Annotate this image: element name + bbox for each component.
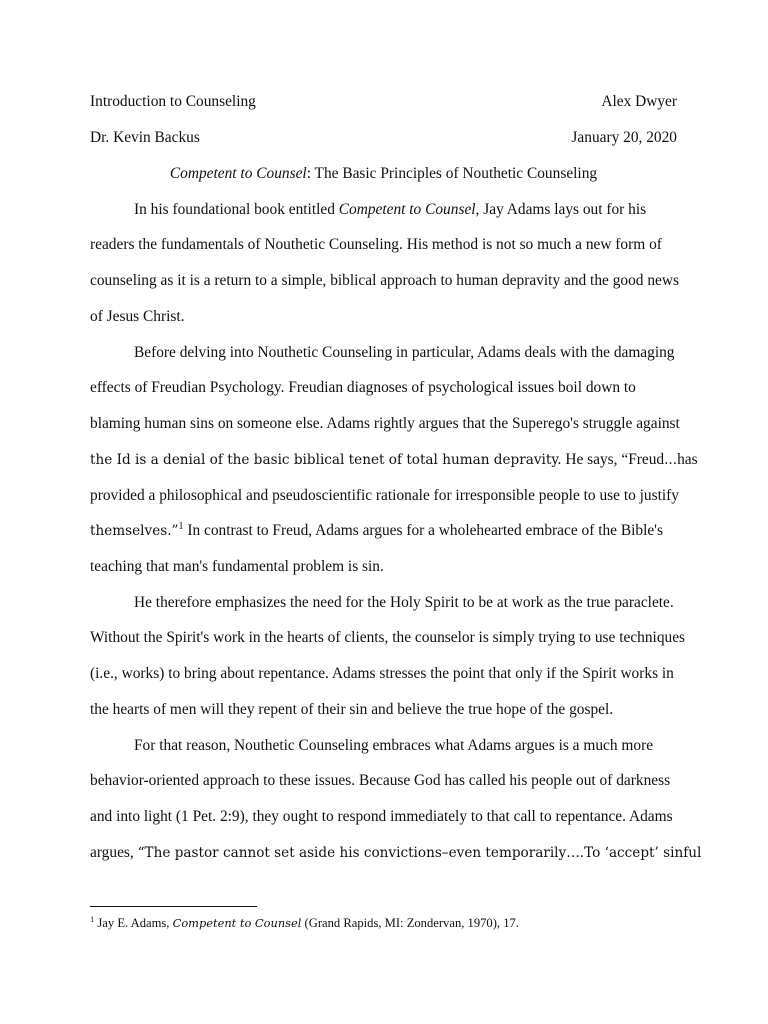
paragraph-2-line-6 [90, 522, 663, 540]
paragraph-2-line-1: Before delving into Nouthetic Counseling in particular, Adams deals with the damaging [134, 344, 675, 361]
text-span: Jay E. Adams, [94, 916, 173, 930]
paper-date: January 20, 2020 [571, 129, 677, 146]
paragraph-1-line-2: readers the fundamentals of Nouthetic Counseling. His method is not so much a new form of [90, 236, 662, 253]
paragraph-4-line-1: For that reason, Nouthetic Counseling embraces what Adams argues is a much more [134, 737, 654, 754]
text-span: , Jay Adams lays out for his [475, 201, 647, 218]
header-row-1 [90, 93, 677, 111]
footnote-separator [90, 906, 257, 907]
paragraph-3-line-3: (i.e., works) to bring about repentance. Adams stresses the point that only if the Spirit works in [90, 665, 674, 682]
footnote-book-title: Competent to Counsel [172, 916, 302, 930]
paragraph-1-line-4: of Jesus Christ. [90, 308, 185, 325]
book-title: Competent to Counsel [338, 201, 476, 218]
text-span: argues, [90, 844, 138, 861]
text-span: themselves.” [90, 523, 179, 539]
footnote [90, 916, 519, 931]
paragraph-4-line-3: and into light (1 Pet. 2:9), they ought to respond immediately to that call to repentance. Adams [90, 808, 673, 825]
ellipsis: ... [664, 452, 678, 468]
text-span: In his foundational book entitled [134, 201, 339, 218]
paragraph-4-line-2: behavior-oriented approach to these issues. Because God has called his people out of darkness [90, 772, 671, 789]
paragraph-2-line-2: effects of Freudian Psychology. Freudian diagnoses of psychological issues boil down to [90, 379, 636, 396]
text-span: (Grand Rapids, MI: Zondervan, 1970), 17. [301, 916, 519, 930]
paragraph-3-line-1: He therefore emphasizes the need for the Holy Spirit to be at work as the true paraclete. [134, 594, 674, 611]
text-span: In contrast to Freud, Adams argues for a wholehearted embrace of the Bible's [183, 522, 663, 539]
paragraph-1-line-1 [134, 201, 646, 219]
quoted-text: “The pastor cannot set aside his convictions–even temporarily….To ‘accept’ sinful [137, 845, 702, 861]
paragraph-2-line-3: blaming human sins on someone else. Adams rightly argues that the Superego's struggle against [90, 415, 680, 432]
paragraph-2-line-4 [90, 451, 698, 469]
paragraph-2-line-7: teaching that man's fundamental problem is sin. [90, 558, 384, 575]
paragraph-1-line-3: counseling as it is a return to a simple, biblical approach to human depravity and the good news [90, 272, 679, 289]
author-name: Alex Dwyer [601, 93, 677, 110]
course-name: Introduction to Counseling [90, 93, 256, 110]
header-row-2 [90, 129, 677, 147]
paper-title [90, 165, 677, 183]
text-span: has [677, 451, 698, 468]
paragraph-2-line-5: provided a philosophical and pseudoscientific rationale for irresponsible people to use to justify [90, 487, 679, 504]
text-span: He says, “Freud [561, 451, 665, 468]
paragraph-3-line-2: Without the Spirit's work in the hearts of clients, the counselor is simply trying to use techniques [90, 629, 686, 646]
text-span: the Id is a denial of the basic biblical tenet of total human depravity. [90, 452, 562, 468]
paragraph-3-line-4: the hearts of men will they repent of their sin and believe the true hope of the gospel. [90, 701, 614, 718]
title-subtitle: : The Basic Principles of Nouthetic Counseling [306, 165, 598, 182]
footnote-number: 1 [90, 914, 95, 924]
paragraph-4-line-4 [90, 844, 701, 862]
instructor-name: Dr. Kevin Backus [90, 129, 200, 146]
footnote-marker[interactable]: 1 [178, 521, 184, 532]
title-book-name: Competent to Counsel [169, 165, 307, 182]
